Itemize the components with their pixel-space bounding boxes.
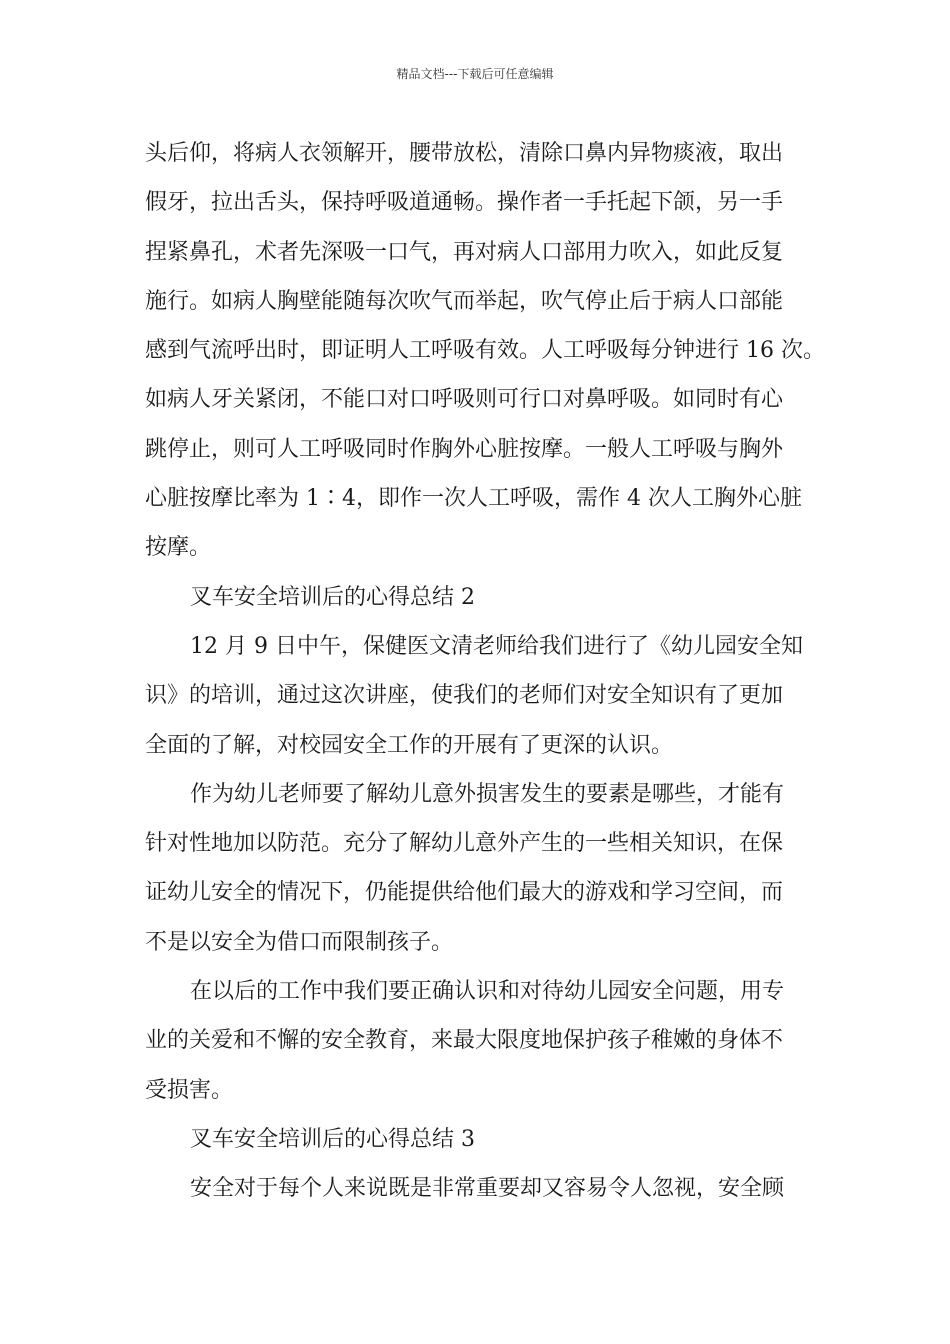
text-line: 如病人牙关紧闭，不能口对口呼吸则可行口对鼻呼吸。如同时有心 <box>145 387 784 413</box>
text-line: 心脏按摩比率为 1∶4，即作一次人工呼吸，需作 4 次人工胸外心脏 <box>145 486 802 512</box>
text-line: 业的关爱和不懈的安全教育，来最大限度地保护孩子稚嫩的身体不 <box>145 1028 784 1054</box>
text-line: 头后仰，将病人衣领解开，腰带放松，清除口鼻内异物痰液，取出 <box>145 141 784 166</box>
text-line: 不是以安全为借口而限制孩子。 <box>145 929 454 955</box>
text-line: 按摩。 <box>145 535 212 561</box>
section-heading: 叉车安全培训后的心得总结 2 <box>190 584 475 610</box>
text-line: 证幼儿安全的情况下，仍能提供给他们最大的游戏和学习空间，而 <box>145 880 784 906</box>
text-line: 12 月 9 日中午，保健医文清老师给我们进行了《幼儿园安全知 <box>190 633 803 659</box>
text-line: 识》的培训，通过这次讲座，使我们的老师们对安全知识有了更加 <box>145 683 784 709</box>
text-line: 全面的了解，对校园安全工作的开展有了更深的认识。 <box>145 732 674 758</box>
text-line: 作为幼儿老师要了解幼儿意外损害发生的要素是哪些，才能有 <box>190 781 785 807</box>
text-line: 施行。如病人胸壁能随每次吹气而举起，吹气停止后于病人口部能 <box>145 288 784 314</box>
text-line: 跳停止，则可人工呼吸同时作胸外心脏按摩。一般人工呼吸与胸外 <box>145 436 784 462</box>
text-line: 感到气流呼出时，即证明人工呼吸有效。人工呼吸每分钟进行 16 次。 <box>145 338 825 364</box>
text-line: 在以后的工作中我们要正确认识和对待幼儿园安全问题，用专 <box>190 979 785 1005</box>
page-header-watermark: 精品文档---下载后可任意编辑 <box>396 67 554 81</box>
text-line: 针对性地加以防范。充分了解幼儿意外产生的一些相关知识，在保 <box>145 831 784 857</box>
text-line: 安全对于每个人来说既是非常重要却又容易令人忽视，安全顾 <box>190 1176 785 1202</box>
section-heading: 叉车安全培训后的心得总结 3 <box>190 1126 475 1152</box>
text-line: 受损害。 <box>145 1077 234 1103</box>
document-body <box>145 129 825 1214</box>
text-line: 假牙，拉出舌头，保持呼吸道通畅。操作者一手托起下颌，另一手 <box>145 190 784 216</box>
text-line: 捏紧鼻孔，术者先深吸一口气，再对病人口部用力吹入，如此反复 <box>145 239 784 265</box>
